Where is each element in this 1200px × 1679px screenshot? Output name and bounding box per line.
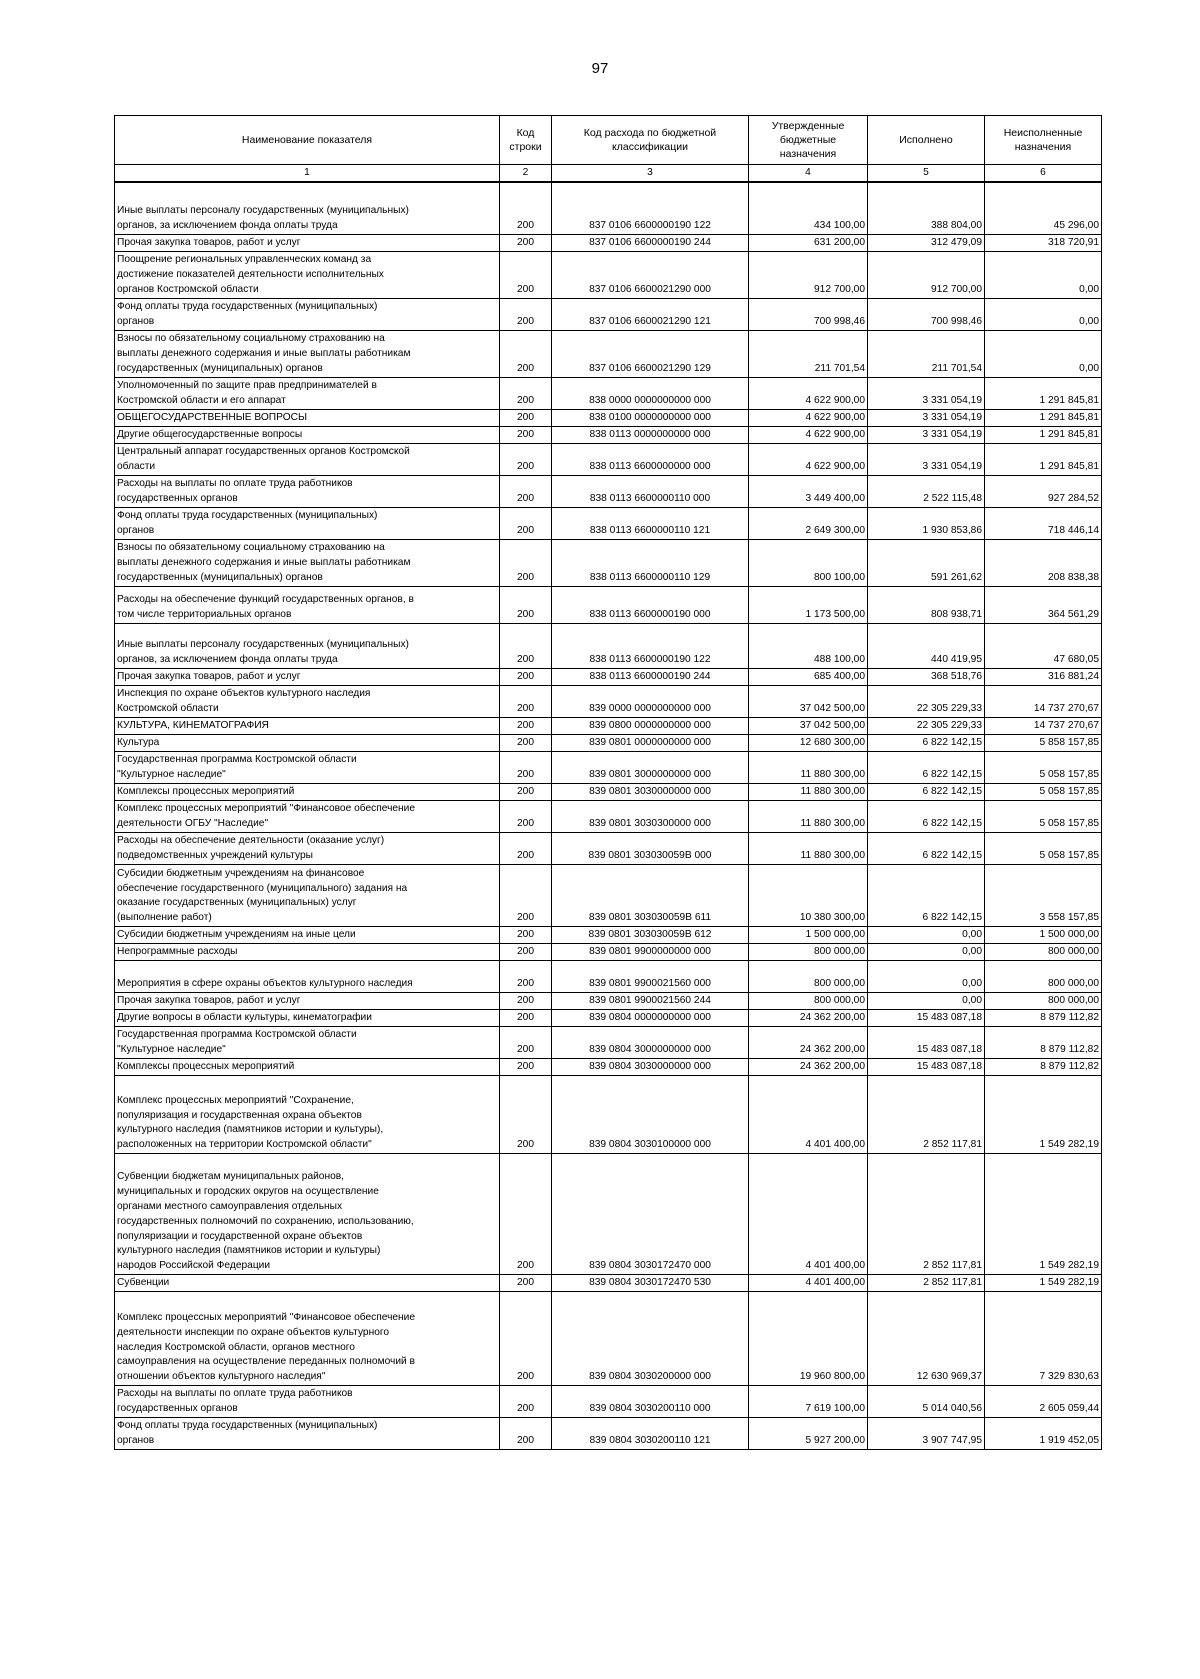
row-name: Субсидии бюджетным учреждениям на финансовое обеспечение государственного (муниципального) задания на оказание государственных (муниципальных) услуг (выполнение работ) [115, 864, 500, 926]
row-kbk-code: 839 0801 0000000000 000 [552, 734, 749, 751]
row-approved: 12 680 300,00 [749, 734, 868, 751]
table-row [115, 1153, 1102, 1274]
row-approved: 24 362 200,00 [749, 1009, 868, 1026]
row-name: Прочая закупка товаров, работ и услуг [115, 992, 500, 1009]
row-executed: 22 305 229,33 [868, 717, 985, 734]
row-unexecuted: 208 838,38 [985, 539, 1102, 586]
row-unexecuted: 5 058 157,85 [985, 783, 1102, 800]
row-name: Комплекс процессных мероприятий "Сохранение, популяризация и государственная охрана объектов культурного наследия (памятников истории и культуры), расположенных на территории Костромской области" [115, 1075, 500, 1153]
row-name: Другие общегосударственные вопросы [115, 426, 500, 443]
row-name: Инспекция по охране объектов культурного наследия Костромской области [115, 685, 500, 717]
row-approved: 24 362 200,00 [749, 1058, 868, 1075]
row-approved: 11 880 300,00 [749, 783, 868, 800]
row-name: Государственная программа Костромской области "Культурное наследие" [115, 1026, 500, 1058]
row-name: Субвенции бюджетам муниципальных районов, муниципальных и городских округов на осуществление органами местного самоуправления отдельных государственных полномочий по сохранению, использованию, популяризации и государственной охране объектов культурного наследия (памятников истории и культуры) народов Российской Федерации [115, 1153, 500, 1274]
row-executed: 6 822 142,15 [868, 734, 985, 751]
row-approved: 685 400,00 [749, 668, 868, 685]
row-unexecuted: 1 291 845,81 [985, 443, 1102, 475]
column-number: 1 [115, 165, 500, 183]
row-executed: 2 852 117,81 [868, 1274, 985, 1291]
row-executed: 15 483 087,18 [868, 1009, 985, 1026]
table-row [115, 992, 1102, 1009]
row-code: 200 [500, 1009, 552, 1026]
table-row [115, 926, 1102, 943]
table-row [115, 182, 1102, 234]
table-row [115, 475, 1102, 507]
row-kbk-code: 839 0801 3030300000 000 [552, 800, 749, 832]
row-kbk-code: 839 0804 3030172470 000 [552, 1153, 749, 1274]
row-kbk-code: 839 0801 9900021560 000 [552, 960, 749, 992]
row-unexecuted: 8 879 112,82 [985, 1058, 1102, 1075]
row-name: Другие вопросы в области культуры, кинематографии [115, 1009, 500, 1026]
row-unexecuted: 8 879 112,82 [985, 1026, 1102, 1058]
row-executed: 15 483 087,18 [868, 1026, 985, 1058]
column-number-row [115, 165, 1102, 183]
row-executed: 0,00 [868, 926, 985, 943]
table-row [115, 409, 1102, 426]
row-approved: 800 000,00 [749, 992, 868, 1009]
table-row [115, 751, 1102, 783]
row-executed: 6 822 142,15 [868, 751, 985, 783]
row-code: 200 [500, 751, 552, 783]
table-row [115, 1385, 1102, 1417]
row-code: 200 [500, 623, 552, 668]
row-executed: 3 907 747,95 [868, 1417, 985, 1449]
row-approved: 4 401 400,00 [749, 1075, 868, 1153]
row-kbk-code: 838 0113 0000000000 000 [552, 426, 749, 443]
row-kbk-code: 839 0000 0000000000 000 [552, 685, 749, 717]
row-kbk-code: 838 0113 6600000190 244 [552, 668, 749, 685]
row-code: 200 [500, 234, 552, 251]
row-approved: 7 619 100,00 [749, 1385, 868, 1417]
row-kbk-code: 837 0106 6600000190 244 [552, 234, 749, 251]
header-kbk: Код расхода по бюджетной классификации [552, 116, 749, 165]
row-name: ОБЩЕГОСУДАРСТВЕННЫЕ ВОПРОСЫ [115, 409, 500, 426]
header-code: Код строки [500, 116, 552, 165]
row-name: Комплекс процессных мероприятий "Финансовое обеспечение деятельности инспекции по охране объектов культурного наследия Костромской области, органов местного самоуправления на осуществление переданных полномочий в отношении объектов культурного наследия" [115, 1291, 500, 1385]
header-unexecuted: Неисполненные назначения [985, 116, 1102, 165]
table-row [115, 1274, 1102, 1291]
column-number: 2 [500, 165, 552, 183]
row-kbk-code: 839 0801 303030059В 000 [552, 832, 749, 864]
row-executed: 3 331 054,19 [868, 377, 985, 409]
row-code: 200 [500, 586, 552, 623]
row-approved: 631 200,00 [749, 234, 868, 251]
row-name: Расходы на обеспечение деятельности (оказание услуг) подведомственных учреждений культуры [115, 832, 500, 864]
row-executed: 808 938,71 [868, 586, 985, 623]
row-kbk-code: 839 0801 3030000000 000 [552, 783, 749, 800]
row-unexecuted: 0,00 [985, 330, 1102, 377]
table-row [115, 943, 1102, 960]
table-row [115, 1291, 1102, 1385]
row-approved: 488 100,00 [749, 623, 868, 668]
table-row [115, 1417, 1102, 1449]
row-executed: 6 822 142,15 [868, 783, 985, 800]
row-code: 200 [500, 1153, 552, 1274]
row-approved: 37 042 500,00 [749, 717, 868, 734]
row-code: 200 [500, 1058, 552, 1075]
row-executed: 211 701,54 [868, 330, 985, 377]
table-row [115, 539, 1102, 586]
row-code: 200 [500, 330, 552, 377]
row-approved: 4 622 900,00 [749, 409, 868, 426]
table-row [115, 734, 1102, 751]
table-row [115, 426, 1102, 443]
row-unexecuted: 316 881,24 [985, 668, 1102, 685]
row-kbk-code: 839 0804 3030100000 000 [552, 1075, 749, 1153]
row-code: 200 [500, 832, 552, 864]
row-approved: 2 649 300,00 [749, 507, 868, 539]
table-header-row [115, 116, 1102, 165]
row-name: Уполномоченный по защите прав предпринимателей в Костромской области и его аппарат [115, 377, 500, 409]
table-row [115, 1058, 1102, 1075]
row-kbk-code: 839 0801 303030059В 611 [552, 864, 749, 926]
row-kbk-code: 839 0804 3030200110 121 [552, 1417, 749, 1449]
row-unexecuted: 5 058 157,85 [985, 800, 1102, 832]
row-approved: 3 449 400,00 [749, 475, 868, 507]
table-row [115, 251, 1102, 298]
row-executed: 440 419,95 [868, 623, 985, 668]
row-unexecuted: 5 858 157,85 [985, 734, 1102, 751]
column-number: 6 [985, 165, 1102, 183]
row-name: Комплексы процессных мероприятий [115, 1058, 500, 1075]
row-approved: 10 380 300,00 [749, 864, 868, 926]
row-approved: 700 998,46 [749, 298, 868, 330]
row-kbk-code: 838 0113 6600000000 000 [552, 443, 749, 475]
row-executed: 12 630 969,37 [868, 1291, 985, 1385]
row-unexecuted: 7 329 830,63 [985, 1291, 1102, 1385]
row-executed: 0,00 [868, 943, 985, 960]
row-unexecuted: 800 000,00 [985, 960, 1102, 992]
row-unexecuted: 364 561,29 [985, 586, 1102, 623]
row-kbk-code: 838 0113 6600000190 000 [552, 586, 749, 623]
row-unexecuted: 1 549 282,19 [985, 1274, 1102, 1291]
row-name: Взносы по обязательному социальному страхованию на выплаты денежного содержания и иные выплаты работникам государственных (муниципальных) органов [115, 539, 500, 586]
table-row [115, 586, 1102, 623]
table-row [115, 668, 1102, 685]
row-executed: 591 261,62 [868, 539, 985, 586]
row-approved: 4 622 900,00 [749, 426, 868, 443]
table-row [115, 1075, 1102, 1153]
row-code: 200 [500, 475, 552, 507]
row-executed: 22 305 229,33 [868, 685, 985, 717]
table-row [115, 864, 1102, 926]
row-name: Фонд оплаты труда государственных (муниципальных) органов [115, 507, 500, 539]
row-executed: 2 852 117,81 [868, 1075, 985, 1153]
row-name: КУЛЬТУРА, КИНЕМАТОГРАФИЯ [115, 717, 500, 734]
row-approved: 4 622 900,00 [749, 443, 868, 475]
row-executed: 6 822 142,15 [868, 832, 985, 864]
row-name: Комплекс процессных мероприятий "Финансовое обеспечение деятельности ОГБУ "Наследие" [115, 800, 500, 832]
row-approved: 4 401 400,00 [749, 1153, 868, 1274]
row-name: Иные выплаты персоналу государственных (муниципальных) органов, за исключением фонда оплаты труда [115, 182, 500, 234]
row-approved: 4 622 900,00 [749, 377, 868, 409]
row-approved: 800 100,00 [749, 539, 868, 586]
row-code: 200 [500, 943, 552, 960]
row-unexecuted: 47 680,05 [985, 623, 1102, 668]
column-number: 3 [552, 165, 749, 183]
row-approved: 800 000,00 [749, 960, 868, 992]
table-row [115, 443, 1102, 475]
row-code: 200 [500, 992, 552, 1009]
row-unexecuted: 45 296,00 [985, 182, 1102, 234]
row-name: Государственная программа Костромской области "Культурное наследие" [115, 751, 500, 783]
row-kbk-code: 839 0801 303030059В 612 [552, 926, 749, 943]
header-approved: Утвержденные бюджетные назначения [749, 116, 868, 165]
row-unexecuted: 5 058 157,85 [985, 751, 1102, 783]
row-code: 200 [500, 443, 552, 475]
row-unexecuted: 318 720,91 [985, 234, 1102, 251]
row-unexecuted: 1 291 845,81 [985, 409, 1102, 426]
row-unexecuted: 1 291 845,81 [985, 426, 1102, 443]
row-code: 200 [500, 1026, 552, 1058]
row-kbk-code: 838 0113 6600000190 122 [552, 623, 749, 668]
row-kbk-code: 839 0804 3030172470 530 [552, 1274, 749, 1291]
row-kbk-code: 838 0113 6600000110 121 [552, 507, 749, 539]
row-name: Субвенции [115, 1274, 500, 1291]
row-name: Культура [115, 734, 500, 751]
table-row [115, 623, 1102, 668]
row-kbk-code: 839 0800 0000000000 000 [552, 717, 749, 734]
row-code: 200 [500, 409, 552, 426]
row-unexecuted: 800 000,00 [985, 943, 1102, 960]
row-kbk-code: 838 0100 0000000000 000 [552, 409, 749, 426]
row-approved: 800 000,00 [749, 943, 868, 960]
row-executed: 15 483 087,18 [868, 1058, 985, 1075]
row-name: Центральный аппарат государственных органов Костромской области [115, 443, 500, 475]
row-name: Фонд оплаты труда государственных (муниципальных) органов [115, 298, 500, 330]
row-approved: 24 362 200,00 [749, 1026, 868, 1058]
table-row [115, 507, 1102, 539]
row-unexecuted: 1 549 282,19 [985, 1153, 1102, 1274]
row-name: Прочая закупка товаров, работ и услуг [115, 668, 500, 685]
row-name: Комплексы процессных мероприятий [115, 783, 500, 800]
row-code: 200 [500, 251, 552, 298]
row-executed: 5 014 040,56 [868, 1385, 985, 1417]
row-approved: 37 042 500,00 [749, 685, 868, 717]
row-executed: 3 331 054,19 [868, 426, 985, 443]
row-unexecuted: 0,00 [985, 251, 1102, 298]
row-approved: 11 880 300,00 [749, 800, 868, 832]
row-unexecuted: 800 000,00 [985, 992, 1102, 1009]
row-code: 200 [500, 426, 552, 443]
header-name: Наименование показателя [115, 116, 500, 165]
table-body [115, 182, 1102, 1449]
table-row [115, 377, 1102, 409]
row-name: Иные выплаты персоналу государственных (муниципальных) органов, за исключением фонда оплаты труда [115, 623, 500, 668]
row-code: 200 [500, 668, 552, 685]
table-row [115, 783, 1102, 800]
column-number: 5 [868, 165, 985, 183]
row-name: Мероприятия в сфере охраны объектов культурного наследия [115, 960, 500, 992]
row-code: 200 [500, 539, 552, 586]
row-name: Фонд оплаты труда государственных (муниципальных) органов [115, 1417, 500, 1449]
row-name: Поощрение региональных управленческих команд за достижение показателей деятельности исполнительных органов Костромской области [115, 251, 500, 298]
row-executed: 2 522 115,48 [868, 475, 985, 507]
row-name: Непрограммные расходы [115, 943, 500, 960]
row-executed: 368 518,76 [868, 668, 985, 685]
row-name: Расходы на выплаты по оплате труда работников государственных органов [115, 475, 500, 507]
row-approved: 912 700,00 [749, 251, 868, 298]
row-approved: 5 927 200,00 [749, 1417, 868, 1449]
row-unexecuted: 1 549 282,19 [985, 1075, 1102, 1153]
row-executed: 3 331 054,19 [868, 409, 985, 426]
row-unexecuted: 2 605 059,44 [985, 1385, 1102, 1417]
row-executed: 912 700,00 [868, 251, 985, 298]
row-approved: 4 401 400,00 [749, 1274, 868, 1291]
row-code: 200 [500, 717, 552, 734]
row-kbk-code: 839 0804 3030200110 000 [552, 1385, 749, 1417]
row-code: 200 [500, 1291, 552, 1385]
row-name: Взносы по обязательному социальному страхованию на выплаты денежного содержания и иные выплаты работникам государственных (муниципальных) органов [115, 330, 500, 377]
row-code: 200 [500, 926, 552, 943]
row-unexecuted: 14 737 270,67 [985, 717, 1102, 734]
row-executed: 2 852 117,81 [868, 1153, 985, 1274]
row-code: 200 [500, 800, 552, 832]
header-executed: Исполнено [868, 116, 985, 165]
row-code: 200 [500, 507, 552, 539]
row-approved: 1 500 000,00 [749, 926, 868, 943]
row-code: 200 [500, 734, 552, 751]
table-row [115, 717, 1102, 734]
row-unexecuted: 1 500 000,00 [985, 926, 1102, 943]
row-code: 200 [500, 960, 552, 992]
budget-execution-table [114, 115, 1102, 1450]
row-code: 200 [500, 1417, 552, 1449]
row-code: 200 [500, 1274, 552, 1291]
row-executed: 388 804,00 [868, 182, 985, 234]
row-kbk-code: 839 0804 3030000000 000 [552, 1058, 749, 1075]
row-executed: 6 822 142,15 [868, 864, 985, 926]
row-kbk-code: 838 0000 0000000000 000 [552, 377, 749, 409]
row-unexecuted: 718 446,14 [985, 507, 1102, 539]
row-kbk-code: 839 0801 9900021560 244 [552, 992, 749, 1009]
row-executed: 0,00 [868, 960, 985, 992]
row-code: 200 [500, 864, 552, 926]
row-executed: 3 331 054,19 [868, 443, 985, 475]
row-unexecuted: 14 737 270,67 [985, 685, 1102, 717]
table-row [115, 1026, 1102, 1058]
table-row [115, 234, 1102, 251]
row-approved: 19 960 800,00 [749, 1291, 868, 1385]
row-unexecuted: 1 919 452,05 [985, 1417, 1102, 1449]
row-executed: 0,00 [868, 992, 985, 1009]
row-unexecuted: 0,00 [985, 298, 1102, 330]
row-approved: 11 880 300,00 [749, 832, 868, 864]
row-name: Расходы на обеспечение функций государственных органов, в том числе территориальных органов [115, 586, 500, 623]
row-unexecuted: 3 558 157,85 [985, 864, 1102, 926]
table-row [115, 298, 1102, 330]
row-name: Прочая закупка товаров, работ и услуг [115, 234, 500, 251]
row-executed: 312 479,09 [868, 234, 985, 251]
row-executed: 700 998,46 [868, 298, 985, 330]
row-unexecuted: 5 058 157,85 [985, 832, 1102, 864]
row-executed: 1 930 853,86 [868, 507, 985, 539]
row-kbk-code: 837 0106 6600021290 000 [552, 251, 749, 298]
row-code: 200 [500, 298, 552, 330]
row-kbk-code: 837 0106 6600000190 122 [552, 182, 749, 234]
row-approved: 11 880 300,00 [749, 751, 868, 783]
row-kbk-code: 839 0801 3000000000 000 [552, 751, 749, 783]
column-number: 4 [749, 165, 868, 183]
row-code: 200 [500, 783, 552, 800]
table-row [115, 1009, 1102, 1026]
row-code: 200 [500, 182, 552, 234]
row-kbk-code: 839 0804 0000000000 000 [552, 1009, 749, 1026]
row-kbk-code: 837 0106 6600021290 121 [552, 298, 749, 330]
row-unexecuted: 8 879 112,82 [985, 1009, 1102, 1026]
row-approved: 1 173 500,00 [749, 586, 868, 623]
row-kbk-code: 839 0804 3000000000 000 [552, 1026, 749, 1058]
page-number: 97 [591, 60, 609, 77]
row-code: 200 [500, 685, 552, 717]
table-row [115, 330, 1102, 377]
row-name: Расходы на выплаты по оплате труда работников государственных органов [115, 1385, 500, 1417]
row-approved: 211 701,54 [749, 330, 868, 377]
row-kbk-code: 837 0106 6600021290 129 [552, 330, 749, 377]
row-code: 200 [500, 1385, 552, 1417]
row-kbk-code: 839 0804 3030200000 000 [552, 1291, 749, 1385]
row-kbk-code: 838 0113 6600000110 000 [552, 475, 749, 507]
row-executed: 6 822 142,15 [868, 800, 985, 832]
table-row [115, 685, 1102, 717]
row-code: 200 [500, 1075, 552, 1153]
row-unexecuted: 927 284,52 [985, 475, 1102, 507]
row-code: 200 [500, 377, 552, 409]
row-kbk-code: 839 0801 9900000000 000 [552, 943, 749, 960]
row-unexecuted: 1 291 845,81 [985, 377, 1102, 409]
table-row [115, 960, 1102, 992]
row-kbk-code: 838 0113 6600000110 129 [552, 539, 749, 586]
row-name: Субсидии бюджетным учреждениям на иные цели [115, 926, 500, 943]
row-approved: 434 100,00 [749, 182, 868, 234]
table-row [115, 800, 1102, 832]
table-row [115, 832, 1102, 864]
